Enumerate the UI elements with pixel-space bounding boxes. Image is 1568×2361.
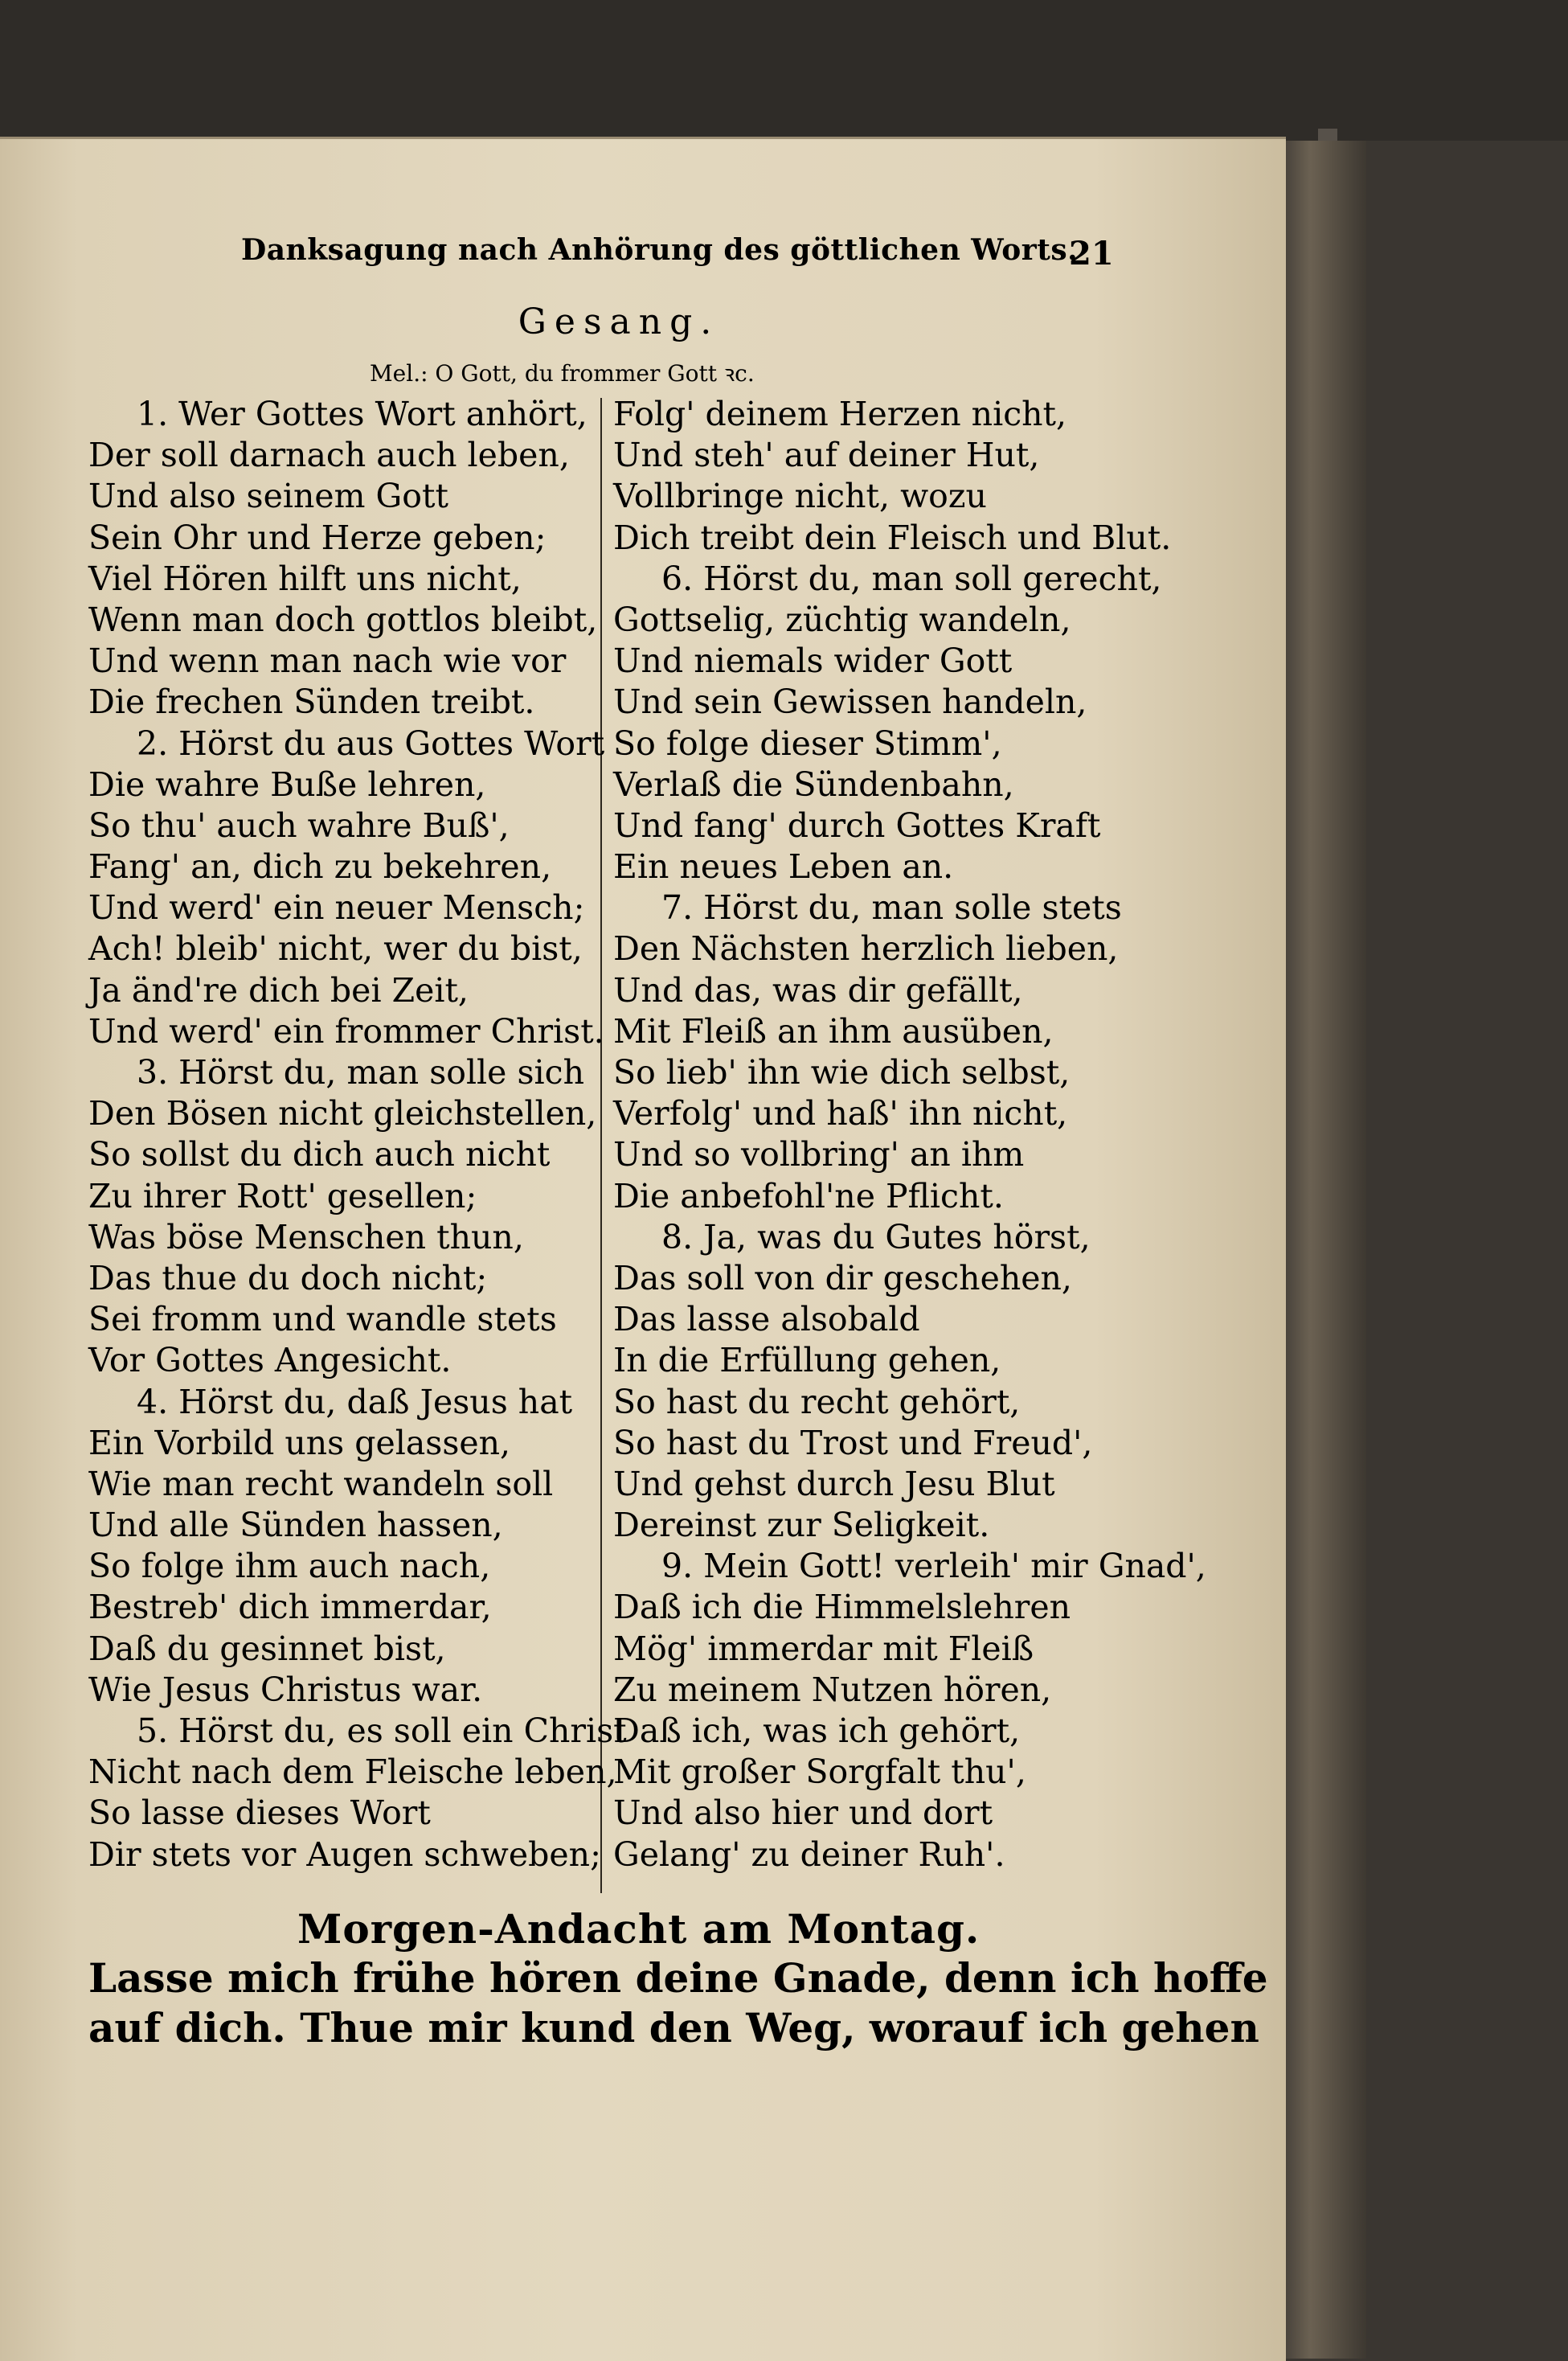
- hymn-line: Und werd' ein neuer Mensch;: [88, 888, 585, 928]
- hymn-line: Und also hier und dort: [613, 1793, 993, 1833]
- devotion-line: Lasse mich frühe hören deine Gnade, denn ich hoffe: [88, 1954, 1268, 2002]
- hymn-line: Wie man recht wandeln soll: [88, 1464, 554, 1503]
- hymn-line: Die frechen Sünden treibt.: [88, 682, 535, 722]
- hymn-line: Dich treibt dein Fleisch und Blut.: [613, 518, 1172, 557]
- hymn-line: Und wenn man nach wie vor: [88, 641, 567, 681]
- hymn-line: Und niemals wider Gott: [613, 641, 1013, 681]
- hymn-line: Zu meinem Nutzen hören,: [613, 1670, 1052, 1709]
- hymn-line: Daß du gesinnet bist,: [88, 1629, 446, 1668]
- running-title: Danksagung nach Anhörung des göttlichen Worts.: [241, 233, 1079, 267]
- hymn-line: Wie Jesus Christus war.: [88, 1670, 483, 1709]
- hymn-line: Und werd' ein frommer Christ.: [88, 1011, 604, 1051]
- hymn-line: In die Erfüllung gehen,: [613, 1341, 1001, 1380]
- hymn-line: 9. Mein Gott! verleih' mir Gnad',: [661, 1547, 1206, 1586]
- hymn-line: Den Nächsten herzlich lieben,: [613, 929, 1119, 969]
- hymn-line: Gelang' zu deiner Ruh'.: [613, 1834, 1005, 1874]
- hymn-line: Und so vollbring' an ihm: [613, 1135, 1025, 1174]
- hymn-line: Das soll von dir geschehen,: [613, 1258, 1072, 1297]
- hymn-line: Fang' an, dich zu bekehren,: [88, 847, 552, 887]
- hymn-line: Dir stets vor Augen schweben;: [88, 1834, 601, 1874]
- hymn-line: Verlaß die Sündenbahn,: [613, 764, 1014, 804]
- hymn-line: Sei fromm und wandle stets: [88, 1300, 557, 1339]
- hymn-title: Gesang.: [518, 301, 720, 342]
- hymn-line: So folge dieser Stimm',: [613, 723, 1002, 763]
- hymn-left-column: [88, 394, 627, 1875]
- hymn-line: Was böse Menschen thun,: [88, 1217, 524, 1256]
- hymn-line: Der soll darnach auch leben,: [88, 436, 570, 475]
- hymn-line: Mit großer Sorgfalt thu',: [613, 1752, 1026, 1792]
- hymn-line: Und steh' auf deiner Hut,: [613, 436, 1040, 475]
- hymn-line: Vollbringe nicht, wozu: [613, 477, 987, 516]
- hymn-line: So thu' auch wahre Buß',: [88, 805, 510, 845]
- hymn-line: So sollst du dich auch nicht: [88, 1135, 551, 1174]
- page-number: 21: [1069, 235, 1114, 273]
- hymn-line: 1. Wer Gottes Wort anhört,: [137, 395, 587, 433]
- hymn-line: 8. Ja, was du Gutes hörst,: [661, 1217, 1091, 1256]
- devotion-line: auf dich. Thue mir kund den Weg, worauf ich gehen: [88, 2004, 1259, 2052]
- hymn-line: Nicht nach dem Fleische leben,: [88, 1752, 617, 1792]
- hymn-line: Zu ihrer Rott' gesellen;: [88, 1176, 477, 1215]
- hymn-line: Ein neues Leben an.: [613, 847, 954, 887]
- hymn-line: Mit Fleiß an ihm ausüben,: [613, 1011, 1054, 1051]
- hymn-line: Ja änd're dich bei Zeit,: [88, 970, 469, 1010]
- hymn-line: Den Bösen nicht gleichstellen,: [88, 1094, 597, 1133]
- hymn-line: Sein Ohr und Herze geben;: [88, 518, 547, 557]
- hymn-line: 7. Hörst du, man solle stets: [661, 888, 1122, 928]
- hymn-line: Mög' immerdar mit Fleiß: [613, 1629, 1034, 1668]
- hymn-line: Das thue du doch nicht;: [88, 1258, 488, 1297]
- hymn-line: Gottselig, züchtig wandeln,: [613, 600, 1071, 639]
- hymn-line: 4. Hörst du, daß Jesus hat: [137, 1382, 573, 1421]
- hymn-line: Ach! bleib' nicht, wer du bist,: [88, 929, 583, 969]
- hymn-line: Viel Hören hilft uns nicht,: [88, 559, 522, 598]
- hymn-line: Und das, was dir gefällt,: [613, 970, 1023, 1010]
- hymn-melody: Mel.: O Gott, du frommer Gott ꝛc.: [370, 360, 755, 387]
- hymn-line: Und also seinem Gott: [88, 477, 448, 516]
- hymn-line: Die wahre Buße lehren,: [88, 764, 486, 804]
- hymn-line: Ein Vorbild uns gelassen,: [88, 1423, 511, 1462]
- hymn-line: Das lasse alsobald: [613, 1300, 920, 1339]
- hymn-line: Und sein Gewissen handeln,: [613, 682, 1087, 722]
- hymn-line: So hast du recht gehört,: [613, 1382, 1021, 1421]
- hymn-line: Wenn man doch gottlos bleibt,: [88, 600, 598, 639]
- hymn-line: So lieb' ihn wie dich selbst,: [613, 1053, 1071, 1092]
- hymn-line: Daß ich, was ich gehört,: [613, 1711, 1021, 1750]
- page-edge-shadow: [1286, 141, 1366, 2359]
- hymn-line: So folge ihm auch nach,: [88, 1547, 491, 1586]
- hymn-line: Vor Gottes Angesicht.: [88, 1341, 452, 1380]
- hymn-line: Und fang' durch Gottes Kraft: [613, 805, 1101, 845]
- hymn-line: 5. Hörst du, es soll ein Christ: [137, 1711, 627, 1750]
- hymn-line: 3. Hörst du, man solle sich: [137, 1053, 584, 1092]
- hymn-line: Dereinst zur Seligkeit.: [613, 1506, 990, 1545]
- hymn-line: So hast du Trost und Freud',: [613, 1423, 1093, 1462]
- hymn-line: Die anbefohl'ne Pflicht.: [613, 1176, 1004, 1215]
- devotion-text: [88, 1953, 1268, 2053]
- hymn-line: Bestreb' dich immerdar,: [88, 1588, 492, 1627]
- hymn-line: Und alle Sünden hassen,: [88, 1506, 503, 1545]
- hymn-right-column: [613, 394, 1206, 1875]
- hymn-line: Daß ich die Himmelslehren: [613, 1588, 1071, 1627]
- hymn-line: 6. Hörst du, man soll gerecht,: [661, 559, 1162, 598]
- scan-background: [0, 0, 1568, 141]
- hymn-line: 2. Hörst du aus Gottes Wort: [137, 723, 605, 763]
- devotion-title: Morgen-Andacht am Montag.: [297, 1905, 981, 1953]
- hymn-line: Verfolg' und haß' ihn nicht,: [613, 1094, 1068, 1133]
- hymn-line: Folg' deinem Herzen nicht,: [613, 395, 1067, 433]
- hymn-line: Und gehst durch Jesu Blut: [613, 1464, 1055, 1503]
- hymn-line: So lasse dieses Wort: [88, 1793, 431, 1833]
